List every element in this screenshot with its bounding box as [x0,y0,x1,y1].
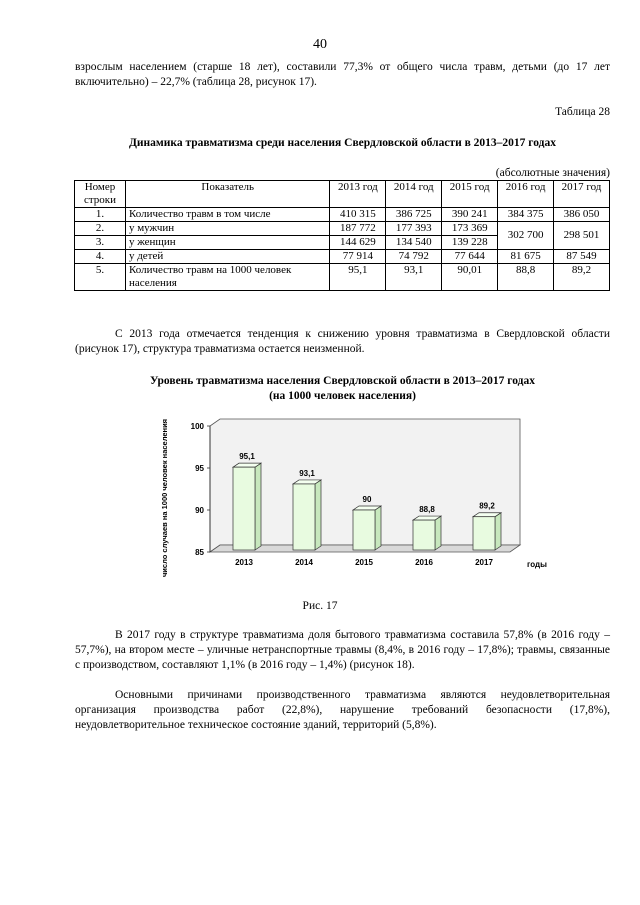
cell-2014: 134 540 [386,236,442,250]
header-2014: 2014 год [386,181,442,208]
header-2013: 2013 год [330,181,386,208]
x-tick-label: 2016 [415,558,433,567]
intro-paragraph: взрослым населением (старше 18 лет), составили 77,3% от общего числа травм, детьми (до 17 лет включительно) – 22,7% (таблица 28, рисунок 17). [75,61,610,88]
table-title: Динамика травматизма среди населения Свердловской области в 2013–2017 годах [129,137,556,149]
cell-2014: 74 792 [386,250,442,264]
cell-2017: 89,2 [554,264,610,291]
bar-value-label: 89,2 [479,501,495,511]
cell-2015: 90,01 [442,264,498,291]
bar-value-label: 95,1 [239,452,255,462]
bar-value-label: 90 [362,495,372,504]
row-number: 3. [75,236,126,250]
cell-2013: 144 629 [330,236,386,250]
row-number: 1. [75,208,126,222]
chart-title-line-1: Уровень травматизма населения Свердловской области в 2013–2017 годах [150,375,535,387]
bar-side [255,463,261,550]
table-row [75,222,610,236]
cell-2016: 302 700 [498,222,554,250]
cell-2013: 187 772 [330,222,386,236]
bar-value-label: 88,8 [419,505,435,515]
bar-side [435,516,441,550]
row-label: у мужчин [125,222,330,236]
cell-2017: 87 549 [554,250,610,264]
bar [293,484,315,550]
bar [353,510,375,550]
structure-paragraph: В 2017 году в структуре травматизма доля бытового травматизма составила 57,8% (в 2016 году – 57,7%), на втором месте – уличные нетранспортные травмы (8,4%, в 2016 году – 17,8%); травмы, связанные с производством, составляют 1,1% (в 2016 году – 1,4%) (рисунок 18). [75,629,610,671]
trend-paragraph: С 2013 года отмечается тенденция к снижению уровня травматизма в Свердловской области (рисунок 17), структура травматизма остается неизменной. [75,328,610,355]
header-2017: 2017 год [554,181,610,208]
bar-side [375,506,381,550]
row-label: Количество травм в том числе [125,208,330,222]
injury-rate-bar-chart [155,418,555,578]
x-tick-label: 2013 [235,558,253,567]
cell-2016: 81 675 [498,250,554,264]
y-tick-label: 95 [195,464,204,473]
cell-2014: 177 393 [386,222,442,236]
cell-2017: 298 501 [554,222,610,250]
bar [413,520,435,550]
x-tick-label: 2015 [355,558,373,567]
bar [473,517,495,550]
table-header-row [75,181,610,208]
chart-plot-area [191,419,520,557]
row-label: Количество травм на 1000 человек населения [125,264,330,291]
cell-2014: 386 725 [386,208,442,222]
cell-2015: 390 241 [442,208,498,222]
row-number: 5. [75,264,126,291]
cell-2014: 93,1 [386,264,442,291]
header-row-number: Номер строки [75,181,126,208]
cell-2013: 77 914 [330,250,386,264]
header-indicator: Показатель [125,181,330,208]
cell-2015: 77 644 [442,250,498,264]
cell-2013: 95,1 [330,264,386,291]
table-label: Таблица 28 [555,106,610,118]
header-2015: 2015 год [442,181,498,208]
bar-side [315,480,321,550]
y-tick-label: 90 [195,506,204,515]
cell-2015: 173 369 [442,222,498,236]
y-tick-label: 100 [190,422,204,431]
table-units: (абсолютные значения) [495,167,610,179]
causes-paragraph: Основными причинами производственного травматизма являются неудовлетворительная организация производства работ (22,8%), нарушение требований безопасности (17,8%), неудовлетворительное техническое состояние зданий, территорий (5,8%). [75,689,610,731]
bar-value-label: 93,1 [299,468,315,478]
x-tick-label: 2017 [475,558,493,567]
injury-table [74,180,610,291]
table-row [75,208,610,222]
cell-2016: 88,8 [498,264,554,291]
row-number: 2. [75,222,126,236]
row-number: 4. [75,250,126,264]
cell-2013: 410 315 [330,208,386,222]
chart-title-line-2: (на 1000 человек населения) [269,390,416,402]
page-number: 40 [313,37,327,52]
figure-caption: Рис. 17 [302,600,338,612]
chart-title [75,374,610,404]
bar [233,467,255,550]
cell-2015: 139 228 [442,236,498,250]
cell-2017: 386 050 [554,208,610,222]
cell-2016: 384 375 [498,208,554,222]
row-label: у детей [125,250,330,264]
header-2016: 2016 год [498,181,554,208]
row-label: у женщин [125,236,330,250]
chart-y-axis-label: число случаев на 1000 человек населения [160,418,169,578]
table-row [75,264,610,291]
x-tick-label: 2014 [295,558,313,567]
bar-side [495,513,501,550]
y-tick-label: 85 [195,548,204,557]
table-row [75,250,610,264]
chart-x-axis-label: годы [527,560,547,569]
